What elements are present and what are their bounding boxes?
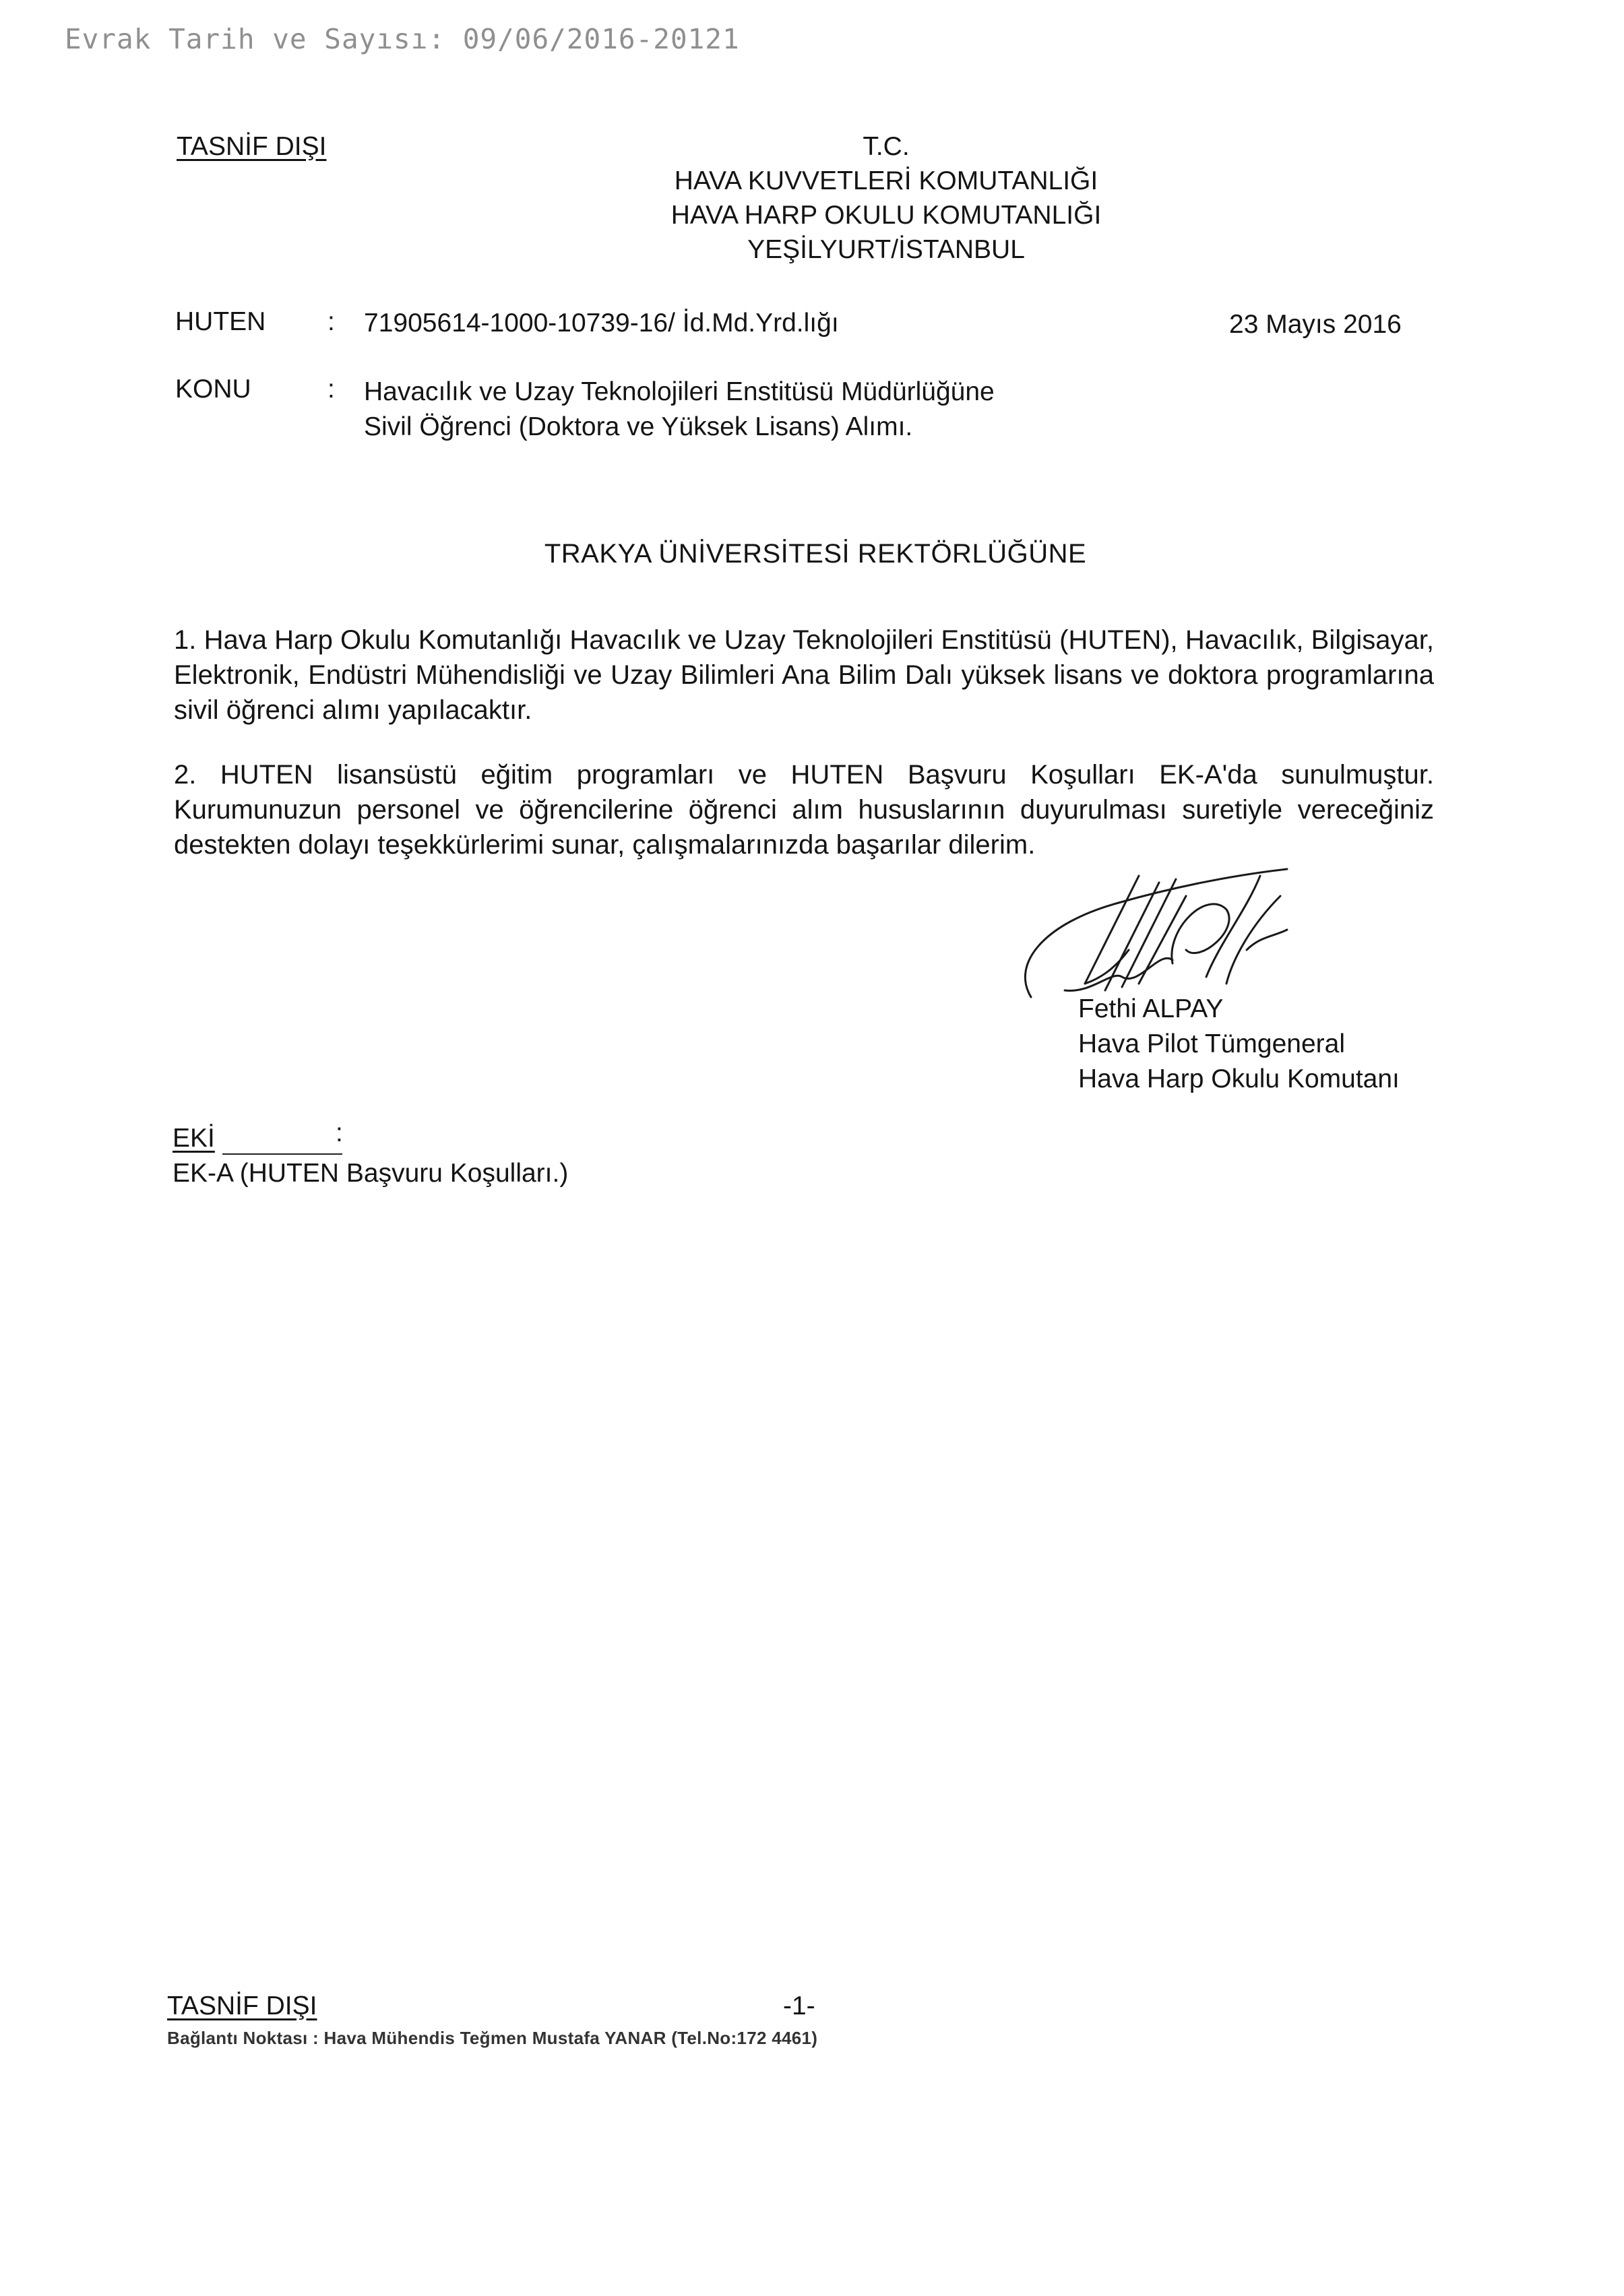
reference-number: 71905614-1000-10739-16/ İd.Md.Yrd.lığı <box>364 309 839 338</box>
classification-header: TASNİF DIŞI <box>177 132 327 161</box>
addressee: TRAKYA ÜNİVERSİTESİ REKTÖRLÜĞÜNE <box>544 539 1087 569</box>
letter-date: 23 Mayıs 2016 <box>1229 310 1402 339</box>
letterhead-line-location: YEŞİLYURT/İSTANBUL <box>747 235 1025 264</box>
handwritten-signature <box>1004 849 1321 1011</box>
paragraph-1: 1. Hava Harp Okulu Komutanlığı Havacılık ve Uzay Teknolojileri Enstitüsü (HUTEN), Havacılık, Bilgisayar, Elektronik, Endüstri Mühendisliği ve Uzay Bilimleri Ana Bilim Dalı yüksek lisans ve doktora programlarına sivil öğrenci alımı yapılacaktır. <box>174 625 1434 725</box>
enclosure-underline <box>222 1153 342 1155</box>
reference-colon: : <box>327 307 335 336</box>
document-registry-stamp: Evrak Tarih ve Sayısı: 09/06/2016-20121 <box>65 23 740 55</box>
enclosure-item: EK-A (HUTEN Başvuru Koşulları.) <box>173 1159 569 1188</box>
letterhead-line-command: HAVA KUVVETLERİ KOMUTANLIĞI <box>674 166 1098 195</box>
page-number: -1- <box>783 1991 815 2020</box>
signatory-rank: Hava Pilot Tümgeneral <box>1078 1029 1345 1058</box>
signatory-title: Hava Harp Okulu Komutanı <box>1078 1064 1400 1093</box>
letterhead-line-academy: HAVA HARP OKULU KOMUTANLIĞI <box>670 201 1102 230</box>
signatory-name: Fethi ALPAY <box>1078 994 1224 1023</box>
subject-label: KONU <box>175 375 251 404</box>
contact-point: Bağlantı Noktası : Hava Mühendis Teğmen Mustafa YANAR (Tel.No:172 4461) <box>167 2028 818 2048</box>
subject-colon: : <box>327 375 335 404</box>
reference-label: HUTEN <box>175 307 266 336</box>
letterhead <box>546 129 1226 267</box>
letterhead-line-tc: T.C. <box>863 132 910 161</box>
paragraph-2: 2. HUTEN lisansüstü eğitim programları ve HUTEN Başvuru Koşulları EK-A'da sunulmuştur. Kurumunuzun personel ve öğrencilerine öğrenci alım hususlarının duyurulması suretiyle vereceğiniz destekten dolayı teşekkürlerimi sunar, çalışmalarınızda başarılar dilerim. <box>174 760 1434 860</box>
subject-line-1: Havacılık ve Uzay Teknolojileri Enstitüsü Müdürlüğüne <box>364 377 995 406</box>
enclosure-colon: : <box>336 1118 343 1147</box>
subject-line-2: Sivil Öğrenci (Doktora ve Yüksek Lisans) Alımı. <box>364 412 913 441</box>
signature-block <box>1078 992 1400 1097</box>
classification-footer: TASNİF DIŞI <box>167 1991 317 2020</box>
enclosure-label: EKİ <box>173 1124 215 1153</box>
